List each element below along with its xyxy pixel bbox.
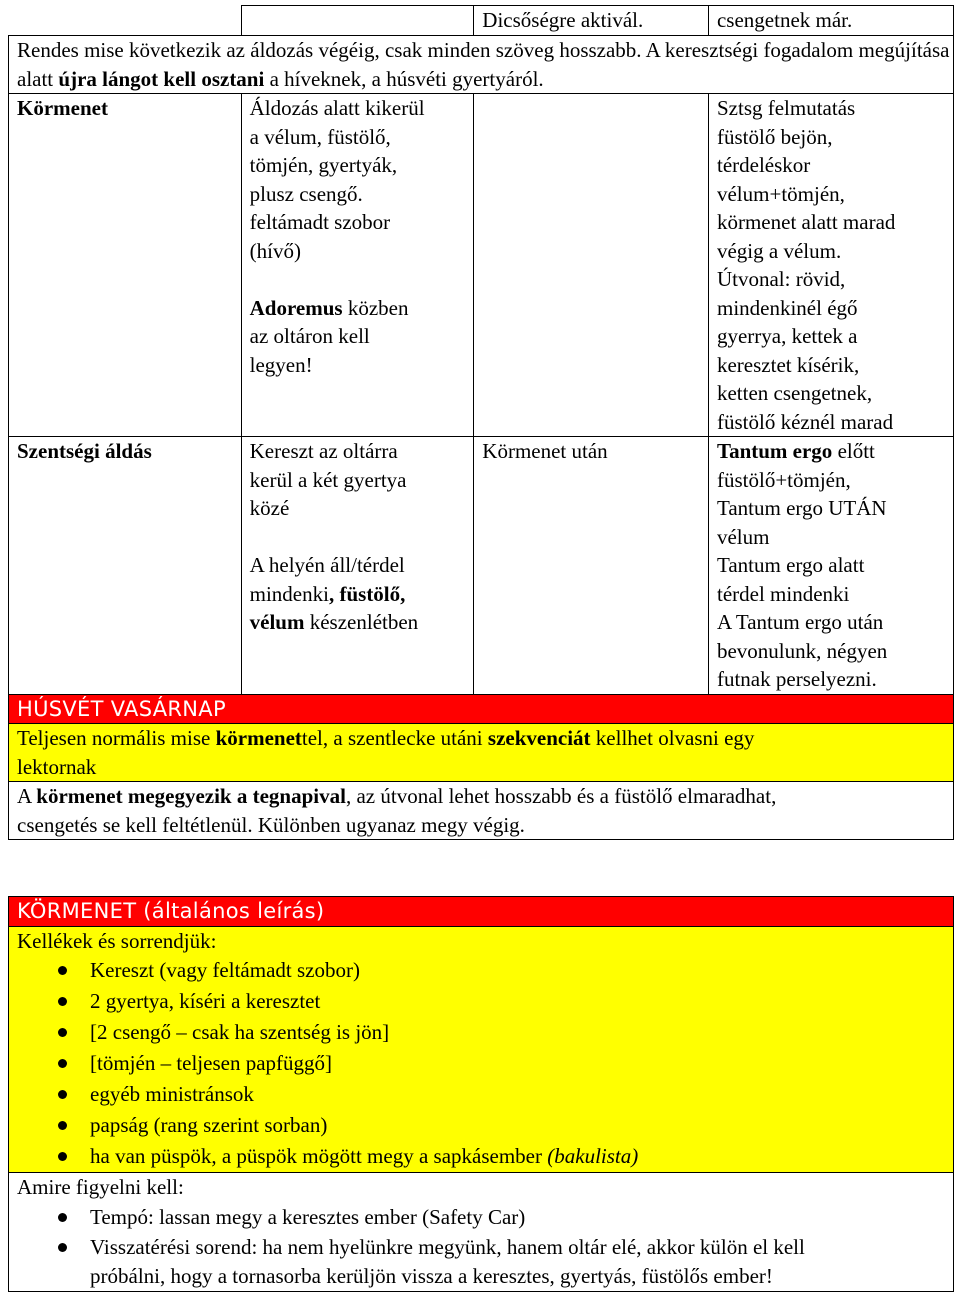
cell-kormenet-label bbox=[9, 94, 242, 437]
table-row bbox=[9, 36, 954, 94]
bullet-icon bbox=[58, 997, 67, 1006]
aldas-detail-b bbox=[250, 551, 474, 637]
kormenet-heading: KÖRMENET (általános leírás) bbox=[9, 897, 954, 927]
husvet-heading: HÚSVÉT VASÁRNAP bbox=[9, 694, 954, 724]
bullet-icon bbox=[58, 1152, 67, 1161]
figyelni-list bbox=[17, 1202, 953, 1292]
list-item-text: papság (rang szerint sorban) bbox=[90, 1113, 328, 1137]
text-span: előtt füstölő+tömjén, Tantum ergo UTÁN vélum Tantum ergo alatt térdel mindenki A Tantum ergo után bevonulunk, négyen futnak perselyezni. bbox=[716, 439, 888, 691]
text-span: A helyén áll/térdel mindenki bbox=[249, 553, 405, 606]
list-item bbox=[17, 1048, 953, 1079]
cell-kormenet-notes: Sztsg felmutatás füstölő bejön, térdeléskor vélum+tömjén, körmenet alatt marad végig a vélum. Útvonal: rövid, mindenkinél égő gyerrya, kettek a keresztet kísérik, ketten csengetnek, füstölő kéznél marad bbox=[708, 94, 953, 437]
spacer bbox=[8, 840, 954, 896]
kormenet-table bbox=[8, 896, 954, 1292]
husvet-white-text bbox=[9, 782, 954, 840]
text-span: tel, a szentlecke utáni bbox=[301, 726, 488, 750]
bold-span: körmenet bbox=[215, 726, 302, 750]
kormenet-label: Körmenet bbox=[17, 96, 108, 120]
cell-kormenet-detail bbox=[241, 94, 474, 437]
list-item bbox=[17, 1017, 953, 1048]
list-item bbox=[17, 955, 953, 986]
kellekek-list bbox=[17, 955, 953, 1172]
aldas-detail-a: Kereszt az oltárra kerül a két gyertya közé bbox=[249, 439, 407, 520]
figyelni-label: Amire figyelni kell: bbox=[17, 1175, 184, 1199]
list-item-text: Visszatérési sorend: ha nem hyelünkre megyünk, hanem oltár elé, akkor külön el kell próbálni, hogy a tornasorba kerüljön vissza a keresztes, gyertyás, füstölős ember! bbox=[90, 1235, 805, 1288]
bullet-icon bbox=[58, 1213, 67, 1222]
bullet-icon bbox=[58, 966, 67, 975]
liturgy-table-top bbox=[8, 5, 954, 840]
table-row bbox=[9, 694, 954, 724]
list-item bbox=[17, 1079, 953, 1110]
cell-dicsosegre: Dicsőségre aktivál. bbox=[474, 6, 709, 36]
cell-empty bbox=[241, 6, 474, 36]
cell-empty bbox=[474, 94, 709, 437]
bullet-icon bbox=[58, 1090, 67, 1099]
list-item bbox=[17, 1232, 953, 1291]
list-item-text: [tömjén – teljesen papfüggő] bbox=[90, 1051, 333, 1075]
bullet-icon bbox=[58, 1243, 67, 1252]
table-row bbox=[9, 437, 954, 695]
text-span: Rendes mise következik az áldozás végéig, csak minden szöveg hosszabb. A keresztségi fogadalom megújítása alatt bbox=[17, 38, 950, 91]
adoremus-bold: Adoremus bbox=[249, 295, 343, 320]
bold-span: körmenet megegyezik a tegnapival bbox=[36, 784, 346, 808]
text-span: kellhet olvasni egy lektornak bbox=[17, 726, 755, 779]
cell-aldas-label bbox=[9, 437, 242, 695]
list-item-text: 2 gyertya, kíséri a keresztet bbox=[90, 989, 321, 1013]
kormenet-detail-b bbox=[250, 294, 474, 380]
text-span: Teljesen normális mise bbox=[17, 726, 216, 750]
table-row bbox=[9, 782, 954, 840]
table-row bbox=[9, 724, 954, 782]
table-row bbox=[9, 926, 954, 1173]
figyelni-cell bbox=[9, 1173, 954, 1292]
kormenet-detail-a: Áldozás alatt kikerül a vélum, füstölő, tömjén, gyertyák, plusz csengő. feltámadt szobor (hívő) bbox=[249, 96, 425, 263]
list-item-text: egyéb ministránsok bbox=[90, 1082, 254, 1106]
bullet-icon bbox=[58, 1059, 67, 1068]
list-item-text: Kereszt (vagy feltámadt szobor) bbox=[90, 958, 360, 982]
text-span: készenlétben bbox=[304, 610, 419, 634]
table-row bbox=[9, 1173, 954, 1292]
bold-span: újra lángot kell osztani bbox=[58, 66, 265, 91]
cell-empty bbox=[9, 6, 242, 36]
husvet-yellow-text bbox=[9, 724, 954, 782]
list-item bbox=[17, 986, 953, 1017]
list-item bbox=[17, 1110, 953, 1141]
bold-span: vélum bbox=[249, 610, 305, 634]
text-span: A bbox=[17, 784, 37, 808]
list-item-text: ha van püspök, a püspök mögött megy a sapkásember bbox=[90, 1144, 548, 1168]
document-page bbox=[8, 5, 954, 1292]
kellekek-cell bbox=[9, 926, 954, 1173]
bullet-icon bbox=[58, 1028, 67, 1037]
bullet-icon bbox=[58, 1121, 67, 1130]
table-row bbox=[9, 897, 954, 927]
kellekek-label: Kellékek és sorrendjük: bbox=[17, 928, 217, 953]
list-item-text: [2 csengő – csak ha szentség is jön] bbox=[90, 1020, 390, 1044]
list-item-text: Tempó: lassan megy a keresztes ember (Safety Car) bbox=[90, 1204, 526, 1229]
cell-kormenet-utan: Körmenet után bbox=[474, 437, 709, 695]
tantum-ergo-bold: Tantum ergo bbox=[716, 439, 833, 463]
bold-span: , füstölő, bbox=[328, 581, 406, 606]
text-span: a híveknek, a húsvéti gyertyáról. bbox=[264, 66, 544, 91]
cell-csengetnek: csengetnek már. bbox=[708, 6, 953, 36]
list-item bbox=[17, 1202, 953, 1233]
aldas-label: Szentségi áldás bbox=[17, 439, 152, 463]
bakulista-italic: (bakulista) bbox=[547, 1144, 639, 1168]
rendes-mise-text bbox=[9, 36, 954, 94]
text-span: közben az oltáron kell legyen! bbox=[249, 295, 409, 377]
list-item bbox=[17, 1141, 953, 1172]
cell-tantum-ergo bbox=[708, 437, 953, 695]
cell-aldas-detail bbox=[241, 437, 474, 695]
table-row bbox=[9, 6, 954, 36]
bold-span: szekvenciát bbox=[487, 726, 591, 750]
text-span: , az útvonal lehet hosszabb és a füstölő elmaradhat, csengetés se kell feltétlenül. Különben ugyanaz megy végig. bbox=[17, 784, 777, 837]
table-row bbox=[9, 94, 954, 437]
